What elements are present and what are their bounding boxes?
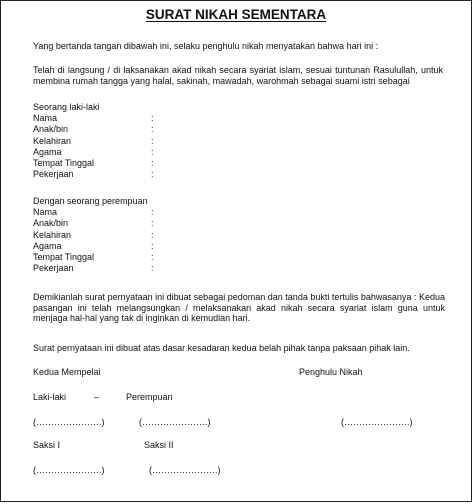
bride-field-colon: : bbox=[151, 252, 154, 263]
bride-field-label: Tempat Tinggal bbox=[33, 252, 95, 263]
bride-field-colon: : bbox=[151, 263, 154, 274]
bride-field-label: Agama bbox=[33, 240, 62, 251]
groom-field-label: Agama bbox=[33, 146, 62, 157]
groom-field-row bbox=[33, 124, 154, 135]
bride-field-label: Kelahiran bbox=[33, 229, 72, 240]
groom-field-colon: : bbox=[151, 169, 154, 180]
bride-field-row bbox=[33, 252, 154, 263]
bride-field-row bbox=[33, 229, 154, 241]
groom-field-colon: : bbox=[151, 113, 154, 123]
intro-text: Yang bertanda tangan dibawah ini, selaku penghulu nikah menyatakan bahwa hari ini : bbox=[33, 41, 379, 51]
couple-label: Kedua Mempelai bbox=[33, 367, 101, 377]
declaration-text: Surat pernyataan ini dibuat atas dasar kesadaran kedua belah pihak tanpa paksaan pihak lain. bbox=[33, 343, 410, 353]
groom-field-colon: : bbox=[151, 135, 154, 146]
groom-field-colon: : bbox=[151, 124, 154, 135]
groom-field-label: Kelahiran bbox=[33, 135, 72, 146]
witness1-label: Saksi I bbox=[33, 440, 61, 450]
groom-field-row bbox=[33, 135, 154, 147]
female-signature-blank: (………………….) bbox=[139, 417, 211, 427]
groom-heading: Seorang laki-laki bbox=[33, 102, 100, 112]
groom-field-colon: : bbox=[151, 158, 154, 169]
dash-separator: – bbox=[94, 392, 100, 402]
bride-field-row bbox=[33, 240, 154, 252]
groom-field-row bbox=[33, 169, 154, 180]
bride-field-label: Nama bbox=[33, 207, 58, 217]
groom-field-colon: : bbox=[151, 146, 154, 157]
bride-field-colon: : bbox=[151, 240, 154, 251]
groom-field-label: Pekerjaan bbox=[33, 169, 74, 180]
witness2-signature-blank: (………………….) bbox=[149, 465, 221, 475]
bride-field-colon: : bbox=[151, 218, 154, 229]
officiant-signature-blank: (………………….) bbox=[341, 417, 413, 427]
witness2-label: Saksi II bbox=[144, 440, 174, 450]
groom-field-label: Anak/bin bbox=[33, 124, 69, 135]
bride-heading: Dengan seorang perempuan bbox=[33, 196, 148, 206]
statement-text: Telah di langsung / di laksanakan akad nikah secara syariat islam, sesuai tuntunan Rasulullah, untuk membina rumah tangga yang halal, sakinah, mawadah, warohmah sebagai suami istri sebagai bbox=[33, 65, 443, 86]
document-title: SURAT NIKAH SEMENTARA bbox=[145, 7, 327, 22]
bride-field-colon: : bbox=[151, 207, 154, 217]
male-signature-blank: (………………….) bbox=[33, 417, 105, 427]
female-label: Perempuan bbox=[126, 392, 173, 402]
groom-fields bbox=[33, 113, 154, 181]
groom-field-row bbox=[33, 146, 154, 158]
bride-field-label: Anak/bin bbox=[33, 218, 69, 229]
groom-field-label: Nama bbox=[33, 113, 58, 123]
groom-field-row bbox=[33, 158, 154, 169]
bride-field-colon: : bbox=[151, 229, 154, 240]
witness1-signature-blank: (………………….) bbox=[33, 465, 105, 475]
bride-field-row bbox=[33, 207, 154, 218]
male-label: Laki-laki bbox=[33, 392, 67, 402]
bride-field-row bbox=[33, 218, 154, 229]
officiant-label: Penghulu Nikah bbox=[299, 367, 363, 377]
groom-field-row bbox=[33, 113, 154, 124]
bride-fields bbox=[33, 207, 154, 275]
groom-field-label: Tempat Tinggal bbox=[33, 158, 95, 169]
bride-field-row bbox=[33, 263, 154, 274]
closing-text: Demikianlah surat pernyataan ini dibuat sebagai pedoman dan tanda bukti tertulis bahwasanya : Kedua pasangan ini telah melangsungkan / melaksanakan akad nikah secara syariat islam guna untuk menjaga hal-hal yang tak di inginkan di kemudian hari. bbox=[33, 292, 445, 323]
bride-field-label: Pekerjaan bbox=[33, 263, 74, 274]
